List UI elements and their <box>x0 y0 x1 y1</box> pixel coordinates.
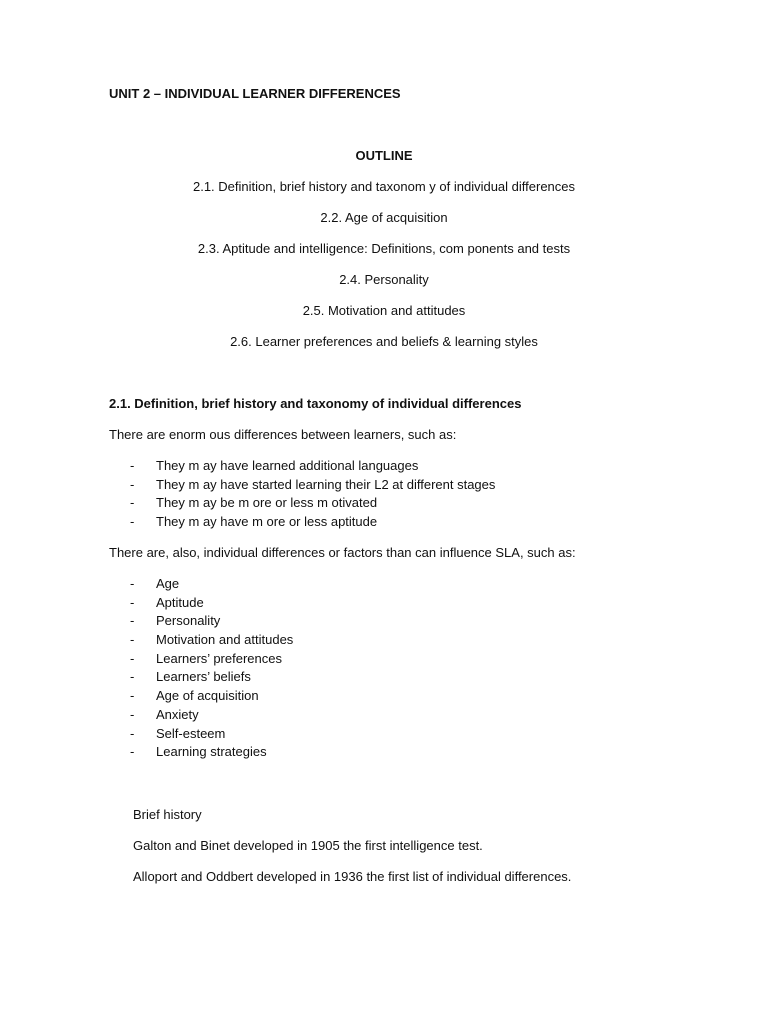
history-line: Galton and Binet developed in 1905 the first intelligence test. <box>133 838 483 853</box>
outline-item: 2.5. Motivation and attitudes <box>302 303 466 318</box>
list-item-text: Learning strategies <box>156 744 267 760</box>
dash-bullet: - <box>130 594 135 610</box>
list-item-text: Self-esteem <box>156 725 226 741</box>
list-item-text: Age <box>156 576 180 591</box>
list-item <box>109 576 293 595</box>
dash-bullet: - <box>130 495 135 511</box>
list-item <box>109 514 495 533</box>
outline-item: 2.4. Personality <box>339 272 429 287</box>
differences-list <box>109 458 495 533</box>
list-item <box>109 651 293 670</box>
list-item-text: They m ay be m ore or less m otivated <box>156 495 378 511</box>
dash-bullet: - <box>130 725 135 741</box>
list-item <box>109 669 293 688</box>
list-item-text: Learners’ preferences <box>156 650 282 666</box>
list-item <box>109 595 293 614</box>
dash-bullet: - <box>130 669 135 685</box>
list-item-text: Personality <box>156 613 221 629</box>
list-item-text: Age of acquisition <box>156 688 259 704</box>
dash-bullet: - <box>130 576 135 591</box>
list-item-text: They m ay have started learning their L2 at different stages <box>156 476 496 492</box>
section-heading: 2.1. Definition, brief history and taxonomy of individual differences <box>109 396 522 411</box>
dash-bullet: - <box>130 613 135 629</box>
outline-heading: OUTLINE <box>355 148 413 163</box>
list-item <box>109 495 495 514</box>
dash-bullet: - <box>130 744 135 760</box>
list-item <box>109 477 495 496</box>
list-item <box>109 613 293 632</box>
list-item <box>109 688 293 707</box>
list-item-text: They m ay have learned additional languages <box>156 458 419 473</box>
brief-history-heading: Brief history <box>133 807 202 822</box>
dash-bullet: - <box>130 476 135 492</box>
list-item <box>109 744 293 763</box>
factors-list <box>109 576 293 763</box>
dash-bullet: - <box>130 688 135 704</box>
history-line: Alloport and Oddbert developed in 1936 the first list of individual differences. <box>133 869 572 884</box>
list-item <box>109 726 293 745</box>
dash-bullet: - <box>130 706 135 722</box>
list-item-text: Aptitude <box>156 594 204 610</box>
list-item-text: Learners’ beliefs <box>156 669 251 685</box>
dash-bullet: - <box>130 514 135 530</box>
list-item-text: Anxiety <box>156 706 199 722</box>
list-item-text: They m ay have m ore or less aptitude <box>156 514 378 530</box>
outline-item: 2.3. Aptitude and intelligence: Definitions, com ponents and tests <box>197 241 571 256</box>
dash-bullet: - <box>130 632 135 648</box>
dash-bullet: - <box>130 650 135 666</box>
outline-item: 2.1. Definition, brief history and taxonom y of individual differences <box>192 179 576 194</box>
outline-item: 2.2. Age of acquisition <box>320 210 448 225</box>
list-item <box>109 632 293 651</box>
list-item <box>109 707 293 726</box>
unit-title: UNIT 2 – INDIVIDUAL LEARNER DIFFERENCES <box>109 86 401 101</box>
list-item-text: Motivation and attitudes <box>156 632 294 648</box>
dash-bullet: - <box>130 458 135 473</box>
section-intro: There are enorm ous differences between learners, such as: <box>109 427 457 442</box>
outline-item: 2.6. Learner preferences and beliefs & learning styles <box>230 334 538 349</box>
factors-intro: There are, also, individual differences or factors than can influence SLA, such as: <box>109 545 576 560</box>
list-item <box>109 458 495 477</box>
